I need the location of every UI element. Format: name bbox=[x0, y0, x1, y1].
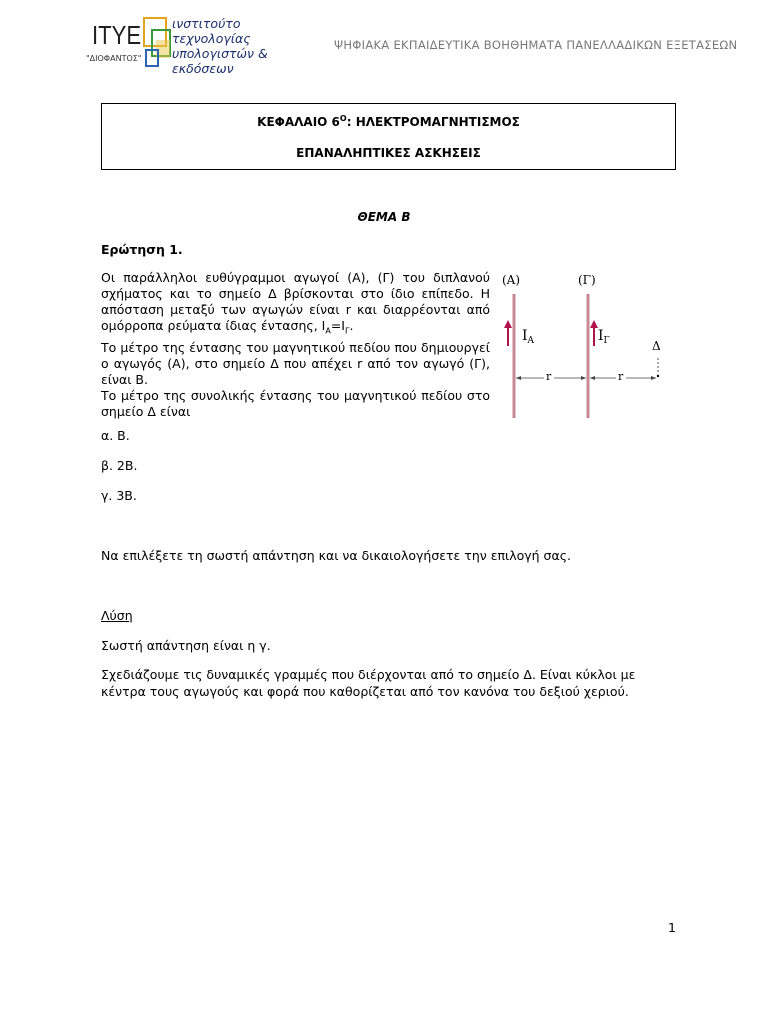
logo-subtitle: "ΔΙΟΦΑΝΤΟΣ" bbox=[86, 54, 142, 63]
solution-heading: Λύση bbox=[101, 608, 133, 623]
subscript-a: Α bbox=[325, 326, 331, 336]
solution-answer: Σωστή απάντηση είναι η γ. bbox=[101, 638, 271, 653]
current-arrow-g-head-icon bbox=[590, 320, 598, 328]
current-arrow-a-head-icon bbox=[504, 320, 512, 328]
subscript-g: Γ bbox=[345, 326, 350, 336]
institute-name bbox=[172, 16, 316, 76]
chapter-subtitle: ΕΠΑΝΑΛΗΠΤΙΚΕΣ ΑΣΚΗΣΕΙΣ bbox=[296, 146, 481, 160]
option-b: β. 2Β. bbox=[101, 458, 138, 473]
distance-label-2: r bbox=[618, 370, 624, 383]
question-text bbox=[101, 270, 490, 420]
page-number: 1 bbox=[668, 920, 676, 935]
chapter-title bbox=[102, 114, 675, 129]
instruction-text: Να επιλέξετε τη σωστή απάντηση και να δικαιολογήσετε την επιλογή σας. bbox=[101, 548, 572, 563]
chapter-suffix: : ΗΛΕΚΤΡΟΜΑΓΝΗΤΙΣΜΟΣ bbox=[346, 115, 520, 129]
publisher-logo bbox=[86, 14, 316, 74]
point-d-label: Δ bbox=[652, 339, 661, 353]
chapter-superscript: Ο bbox=[339, 114, 347, 123]
equals-sign: =Ι bbox=[330, 318, 345, 333]
current-label-a: $I_A$ bbox=[522, 328, 535, 346]
conductors-diagram bbox=[498, 268, 674, 424]
institute-line-2: τεχνολογίας bbox=[172, 31, 251, 46]
question-label: Ερώτηση 1. bbox=[101, 242, 183, 257]
question-text-3: Το μέτρο της συνολικής έντασης του μαγνητικού πεδίου στο σημείο Δ είναι bbox=[101, 387, 490, 419]
header-caption: ΨΗΦΙΑΚΑ ΕΚΠΑΙΔΕΥΤΙΚΑ ΒΟΗΘΗΜΑΤΑ ΠΑΝΕΛΛΑΔΙΚΩΝ ΕΞΕΤΑΣΕΩΝ bbox=[334, 38, 738, 52]
chapter-prefix: ΚΕΦΑΛΑΙΟ 6 bbox=[257, 115, 340, 129]
distance-label-1: r bbox=[546, 370, 552, 383]
chapter-title-box bbox=[101, 103, 676, 170]
theme-heading: ΘΕΜΑ Β bbox=[357, 210, 411, 224]
period: . bbox=[349, 318, 354, 333]
logo-wordmark: ITYE bbox=[92, 20, 142, 50]
label-conductor-g: (Γ) bbox=[578, 273, 596, 287]
option-c: γ. 3Β. bbox=[101, 488, 137, 503]
point-d-dot bbox=[657, 375, 659, 377]
institute-line-3: υπολογιστών & εκδόσεων bbox=[172, 46, 268, 76]
option-a: α. Β. bbox=[101, 428, 130, 443]
question-text-2: Το μέτρο της έντασης του μαγνητικού πεδίου που δημιουργεί ο αγωγός (Α), στο σημείο Δ που απέχει r από τον αγωγό (Γ), είναι Β. bbox=[101, 339, 490, 387]
institute-line-1: ινστιτούτο bbox=[172, 16, 241, 31]
current-label-g: $I_\Gamma$ bbox=[598, 328, 610, 346]
solution-explanation: Σχεδιάζουμε τις δυναμικές γραμμές που διέρχονται από το σημείο Δ. Είναι κύκλοι με κέντρα τους αγωγούς και φορά που καθορίζεται από τον κανόνα του δεξιού χεριού. bbox=[101, 667, 636, 699]
label-conductor-a: (Α) bbox=[502, 273, 521, 287]
question-text-1: Οι παράλληλοι ευθύγραμμοι αγωγοί (Α), (Γ) του διπλανού σχήματος και το σημείο Δ βρίσκονται στο ίδιο επίπεδο. Η απόσταση μεταξύ των αγωγών είναι r και διαρρέονται από ομόρροπα ρεύματα ίδιας έντασης, Ι bbox=[101, 270, 490, 333]
